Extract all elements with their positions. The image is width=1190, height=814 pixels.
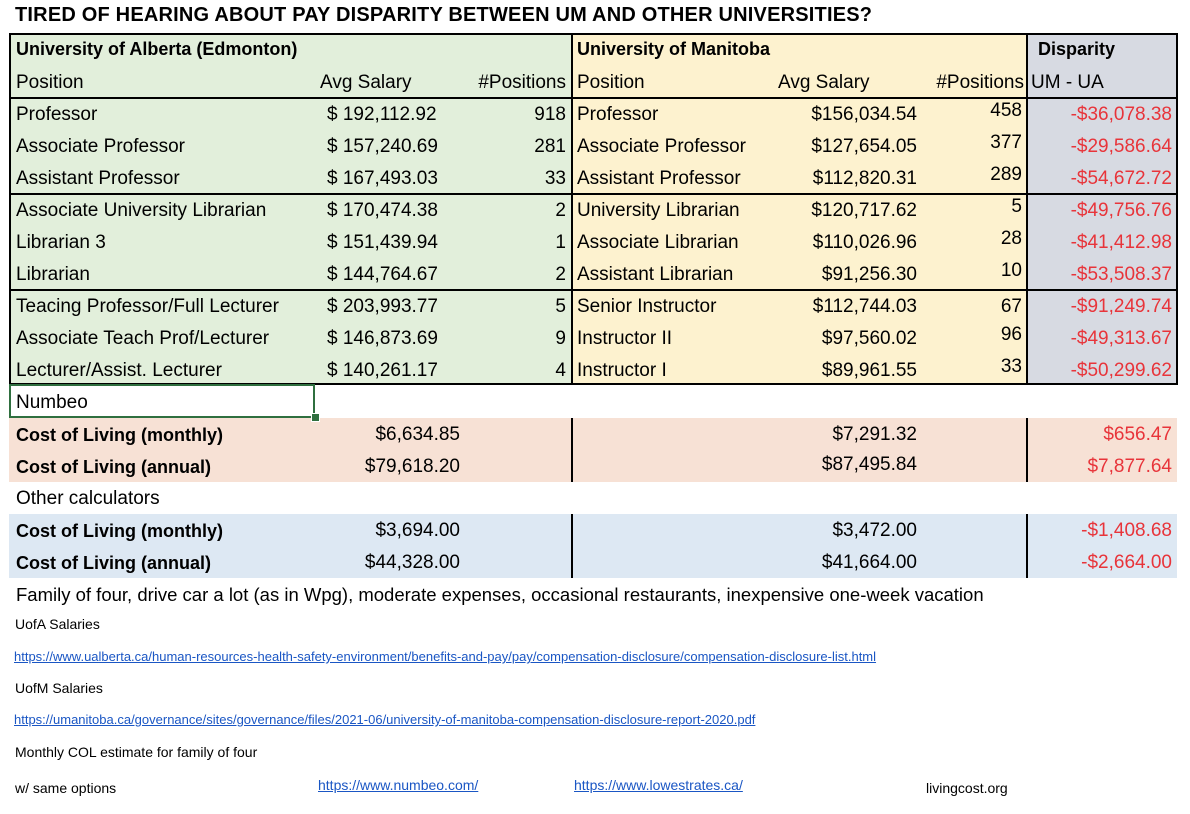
family-note: Family of four, drive car a lot (as in Wpg), moderate expenses, occasional restaurants, inexpensive one-week vacation [16, 584, 984, 605]
ua-num: 33 [544, 168, 566, 189]
um-position: University Librarian [577, 200, 740, 221]
disparity-value: -$49,313.67 [1070, 328, 1172, 349]
numbeo-monthly-label: Cost of Living (monthly) [16, 425, 223, 445]
ua-position: Associate Teach Prof/Lecturer [16, 328, 270, 349]
ua-salary: $ 151,439.94 [327, 232, 438, 253]
ua-salary: $ 167,493.03 [327, 168, 438, 189]
um-position: Associate Librarian [577, 232, 739, 253]
numbeo-monthly-um: $7,291.32 [832, 424, 917, 445]
disparity-value: -$54,672.72 [1070, 168, 1172, 189]
grid-line [1026, 33, 1028, 385]
numbeo-label[interactable]: Numbeo [16, 392, 88, 413]
ua-position: Associate Professor [16, 136, 185, 157]
um-salary: $91,256.30 [821, 264, 917, 285]
um-salary: $120,717.62 [811, 200, 917, 221]
grid-line [1176, 33, 1178, 385]
other-monthly-disparity: -$1,408.68 [1081, 520, 1172, 541]
ua-salary: $ 170,474.38 [327, 200, 438, 221]
um-num: 458 [990, 100, 1022, 121]
other-annual-ua: $44,328.00 [364, 552, 460, 573]
ua-position: Lecturer/Assist. Lecturer [16, 360, 222, 381]
disparity-value: -$36,078.38 [1070, 104, 1172, 125]
sheet-title: TIRED OF HEARING ABOUT PAY DISPARITY BETWEEN UM AND OTHER UNIVERSITIES? [15, 4, 873, 26]
ua-num-header: #Positions [478, 72, 566, 93]
other-monthly-label: Cost of Living (monthly) [16, 521, 223, 541]
ua-position: Librarian [16, 264, 90, 285]
ua-position: Librarian 3 [16, 232, 106, 253]
disparity-value: -$50,299.62 [1070, 360, 1172, 381]
disparity-subheader: UM - UA [1031, 72, 1104, 93]
um-num: 33 [1000, 356, 1022, 377]
ua-position: Professor [16, 104, 98, 125]
other-monthly-um: $3,472.00 [832, 520, 917, 541]
um-salary: $97,560.02 [821, 328, 917, 349]
ua-salaries-link[interactable]: https://www.ualberta.ca/human-resources-health-safety-environment/benefits-and-pay/pay/compensation-disclosure/compensation-disclosure-list.html [14, 649, 877, 664]
disparity-value: -$91,249.74 [1070, 296, 1172, 317]
um-position: Instructor I [577, 360, 667, 381]
same-options-note: w/ same options [15, 780, 117, 796]
um-salary-header: Avg Salary [778, 72, 870, 93]
um-position: Assistant Librarian [577, 264, 734, 285]
ua-num: 1 [555, 232, 566, 253]
grid-line [571, 418, 573, 482]
numbeo-link[interactable]: https://www.numbeo.com/ [318, 777, 479, 793]
other-annual-label: Cost of Living (annual) [16, 553, 211, 573]
um-num-header: #Positions [936, 72, 1024, 93]
ua-salary: $ 140,261.17 [327, 360, 438, 381]
um-salary: $112,744.03 [812, 296, 917, 317]
um-position: Professor [577, 104, 659, 125]
ua-num: 2 [555, 264, 566, 285]
ua-salary: $ 203,993.77 [327, 296, 438, 317]
um-position: Associate Professor [577, 136, 746, 157]
ua-salary: $ 157,240.69 [327, 136, 438, 157]
um-salary: $112,820.31 [812, 168, 917, 189]
um-num: 28 [1000, 228, 1022, 249]
ua-num: 4 [555, 360, 566, 381]
numbeo-annual-um: $87,495.84 [821, 454, 917, 475]
ua-position: Associate University Librarian [16, 200, 267, 221]
disparity-value: -$29,586.64 [1070, 136, 1172, 157]
um-num: 5 [1011, 196, 1022, 217]
numbeo-annual-ua: $79,618.20 [364, 456, 460, 477]
grid-line [1026, 514, 1028, 578]
grid-line [571, 514, 573, 578]
ua-num: 2 [555, 200, 566, 221]
numbeo-monthly-disparity: $656.47 [1103, 424, 1172, 445]
lowestrates-link[interactable]: https://www.lowestrates.ca/ [574, 777, 743, 793]
um-num: 96 [1000, 324, 1022, 345]
ua-num: 9 [555, 328, 566, 349]
other-monthly-ua: $3,694.00 [375, 520, 460, 541]
other-calculators-label: Other calculators [16, 488, 160, 509]
um-salary: $156,034.54 [811, 104, 917, 125]
um-salaries-link[interactable]: https://umanitoba.ca/governance/sites/governance/files/2021-06/university-of-manitoba-compensation-disclosure-report-2020.pdf [14, 712, 756, 727]
um-num: 377 [990, 132, 1022, 153]
ua-num: 281 [534, 136, 566, 157]
grid-line [9, 33, 11, 385]
um-salary: $89,961.55 [821, 360, 917, 381]
um-position: Instructor II [577, 328, 673, 349]
other-annual-um: $41,664.00 [821, 552, 917, 573]
um-num: 289 [990, 164, 1022, 185]
ua-position: Teacing Professor/Full Lecturer [16, 296, 279, 317]
um-salary: $127,654.05 [811, 136, 917, 157]
grid-line [9, 289, 1177, 291]
numbeo-annual-disparity: $7,877.64 [1087, 456, 1172, 477]
um-salaries-label: UofM Salaries [15, 680, 103, 696]
um-position-header: Position [577, 72, 645, 93]
ua-salary: $ 144,764.67 [327, 264, 438, 285]
grid-line [1026, 418, 1028, 482]
um-salary: $110,026.96 [812, 232, 917, 253]
um-position: Senior Instructor [577, 296, 717, 317]
ua-salary: $ 192,112.92 [327, 104, 437, 125]
livingcost-label: livingcost.org [926, 780, 1008, 796]
um-position: Assistant Professor [577, 168, 741, 189]
ua-num: 5 [555, 296, 566, 317]
um-num: 10 [1000, 260, 1022, 281]
ua-position: Assistant Professor [16, 168, 180, 189]
um-header: University of Manitoba [577, 39, 771, 59]
ua-salaries-label: UofA Salaries [15, 616, 100, 632]
other-annual-disparity: -$2,664.00 [1081, 552, 1172, 573]
ua-header: University of Alberta (Edmonton) [16, 39, 298, 59]
um-num: 67 [1000, 296, 1022, 317]
disparity-value: -$53,508.37 [1070, 264, 1172, 285]
grid-line [571, 33, 573, 385]
numbeo-monthly-ua: $6,634.85 [375, 424, 460, 445]
ua-position-header: Position [16, 72, 84, 93]
ua-salary: $ 146,873.69 [327, 328, 438, 349]
ua-salary-header: Avg Salary [320, 72, 412, 93]
disparity-value: -$41,412.98 [1070, 232, 1172, 253]
col-estimate-note: Monthly COL estimate for family of four [15, 744, 258, 760]
disparity-value: -$49,756.76 [1070, 200, 1172, 221]
ua-num: 918 [534, 104, 566, 125]
disparity-header: Disparity [1038, 39, 1116, 59]
numbeo-annual-label: Cost of Living (annual) [16, 457, 211, 477]
